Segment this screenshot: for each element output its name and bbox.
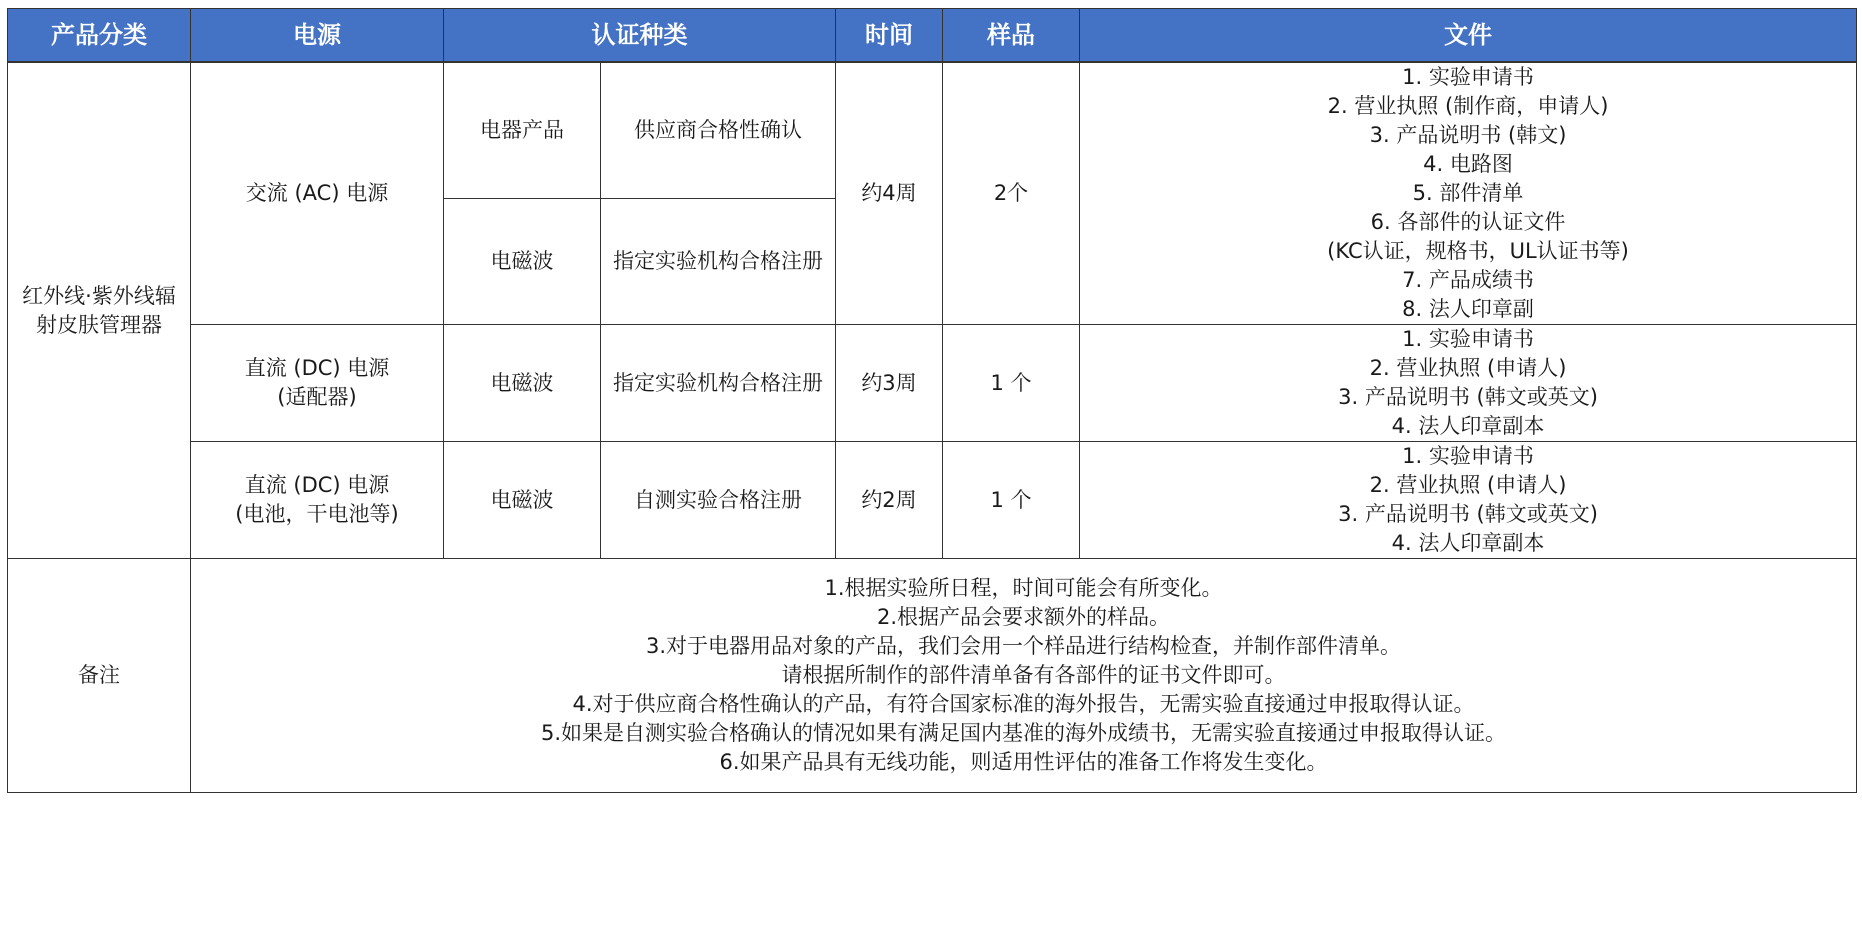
dc-adapter-doc-2: 2. 营业执照 (申请人): [1369, 356, 1567, 380]
dc-battery-product: 电磁波: [444, 442, 601, 559]
dc-adapter-sample: 1 个: [943, 325, 1080, 442]
dc-battery-cert: 自测实验合格注册: [601, 442, 836, 559]
ac-doc-7: 7. 产品成绩书: [1402, 268, 1534, 292]
table-row-dc-adapter: [8, 325, 1857, 442]
ac-docs-cell: [1080, 62, 1857, 325]
ac-doc-3: 3. 产品说明书 (韩文): [1369, 123, 1567, 147]
table-row-ac-1: [8, 62, 1857, 198]
table-row-dc-battery: [8, 442, 1857, 559]
dc-battery-power: [191, 442, 444, 559]
ac-doc-8: 8. 法人印章副: [1402, 297, 1534, 321]
header-time: 时间: [836, 9, 943, 63]
ac-power-cell: 交流 (AC) 电源: [191, 62, 444, 325]
header-sample: 样品: [943, 9, 1080, 63]
dc-adapter-power-line-1: 直流 (DC) 电源: [244, 356, 390, 380]
note-line-1: 1.根据实验所日程，时间可能会有所变化。: [824, 576, 1223, 600]
dc-battery-doc-2: 2. 营业执照 (申请人): [1369, 473, 1567, 497]
dc-adapter-doc-4: 4. 法人印章副本: [1391, 414, 1545, 438]
product-category-line-1: 红外线·紫外线辐: [22, 283, 176, 308]
note-line-6: 6.如果产品具有无线功能，则适用性评估的准备工作将发生变化。: [719, 750, 1328, 774]
product-category-cell: [8, 62, 191, 559]
dc-adapter-doc-1: 1. 实验申请书: [1402, 327, 1534, 351]
note-line-3: 3.对于电器用品对象的产品，我们会用一个样品进行结构检查，并制作部件清单。: [645, 634, 1402, 658]
dc-battery-power-line-2: (电池，干电池等): [235, 502, 399, 526]
header-docs: 文件: [1080, 9, 1857, 63]
ac-doc-5: 5. 部件清单: [1412, 181, 1524, 205]
dc-battery-doc-4: 4. 法人印章副本: [1391, 531, 1545, 555]
dc-adapter-doc-3: 3. 产品说明书 (韩文或英文): [1338, 385, 1598, 409]
dc-adapter-power: [191, 325, 444, 442]
dc-battery-time: 约2周: [836, 442, 943, 559]
notes-cell: [191, 559, 1857, 793]
header-row: [8, 9, 1857, 63]
header-category: 产品分类: [8, 9, 191, 63]
ac-cert-supplier: 供应商合格性确认: [601, 62, 836, 198]
dc-battery-doc-3: 3. 产品说明书 (韩文或英文): [1338, 502, 1598, 526]
ac-cert-lab: 指定实验机构合格注册: [601, 198, 836, 324]
dc-adapter-power-line-2: (适配器): [277, 385, 357, 409]
note-line-4: 4.对于供应商合格性确认的产品，有符合国家标准的海外报告，无需实验直接通过申报取得认证。: [572, 692, 1475, 716]
dc-battery-docs-cell: [1080, 442, 1857, 559]
notes-label: 备注: [8, 559, 191, 793]
dc-adapter-product: 电磁波: [444, 325, 601, 442]
ac-product-electric: 电器产品: [444, 62, 601, 198]
dc-battery-sample: 1 个: [943, 442, 1080, 559]
header-power: 电源: [191, 9, 444, 63]
ac-doc-6: 6. 各部件的认证文件: [1370, 210, 1566, 234]
header-cert-type: 认证种类: [444, 9, 836, 63]
note-line-3b: 请根据所制作的部件清单备有各部件的证书文件即可。: [761, 663, 1286, 687]
certification-table: [7, 8, 1857, 793]
ac-time: 约4周: [836, 62, 943, 325]
ac-doc-2: 2. 营业执照 (制作商，申请人): [1327, 94, 1609, 118]
notes-row: [8, 559, 1857, 793]
note-line-2: 2.根据产品会要求额外的样品。: [876, 605, 1171, 629]
ac-doc-1: 1. 实验申请书: [1402, 65, 1534, 89]
ac-doc-6b: (KC认证，规格书，UL认证书等): [1307, 239, 1629, 263]
dc-battery-power-line-1: 直流 (DC) 电源: [244, 473, 390, 497]
ac-sample: 2个: [943, 62, 1080, 325]
dc-battery-doc-1: 1. 实验申请书: [1402, 444, 1534, 468]
note-line-5: 5.如果是自测实验合格确认的情况如果有满足国内基准的海外成绩书，无需实验直接通过申报取得认证。: [540, 721, 1507, 745]
dc-adapter-time: 约3周: [836, 325, 943, 442]
ac-product-em: 电磁波: [444, 198, 601, 324]
dc-adapter-cert: 指定实验机构合格注册: [601, 325, 836, 442]
ac-doc-4: 4. 电路图: [1423, 152, 1513, 176]
dc-adapter-docs-cell: [1080, 325, 1857, 442]
product-category-line-2: 射皮肤管理器: [36, 312, 162, 337]
